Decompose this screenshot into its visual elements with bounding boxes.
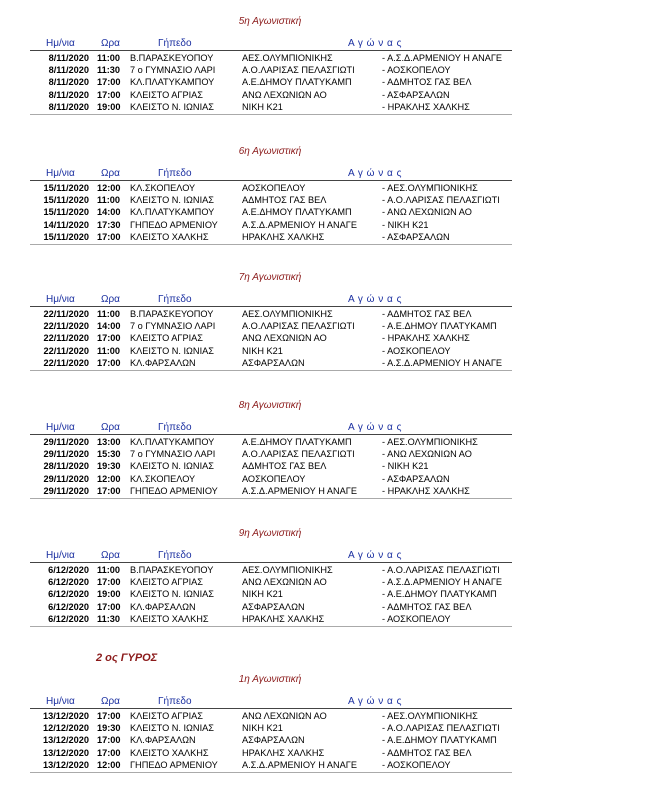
home-team: ΑΝΩ ΛΕΧΩΝΙΩΝ ΑΟ [242,711,327,721]
game-venue: ΚΛΕΙΣΤΟ ΧΑΛΚΗΣ [130,747,209,758]
game-time: 17:00 [97,333,121,344]
away-team: - ΑΣΦΑΡΣΑΛΩΝ [382,473,450,484]
game-venue: ΚΛΕΙΣΤΟ Ν. ΙΩΝΙΑΣ [130,461,214,472]
game-date: 22/11/2020 [43,321,89,332]
game-time: 17:00 [97,77,121,88]
game-row [0,448,645,460]
header-time: Ωρα [101,550,120,561]
game-list [0,564,645,625]
game-venue: ΚΛΕΙΣΤΟ Ν. ΙΩΝΙΑΣ [130,195,214,206]
away-team: - Α.Ε.ΔΗΜΟΥ ΠΛΑΤΥΚΑΜΠ [382,589,497,600]
header-divider [30,562,512,563]
home-team: ΗΡΑΚΛΗΣ ΧΑΛΚΗΣ [242,747,325,758]
header-games: Α γ ώ ν α ς [348,38,402,49]
away-team: - ΑΝΩ ΛΕΧΩΝΙΩΝ ΑΟ [382,207,472,218]
game-row [0,320,645,332]
away-team: - ΑΟΣΚΟΠΕΛΟΥ [382,613,451,624]
game-time: 17:00 [97,89,121,100]
game-date: 29/11/2020 [43,437,89,447]
game-row [0,722,645,734]
game-row [0,747,645,759]
round-title: 7η Αγωνιστική [238,272,302,283]
home-team: ΑΝΩ ΛΕΧΩΝΙΩΝ ΑΟ [242,333,327,344]
game-row [0,576,645,588]
game-row [0,460,645,472]
game-row [0,588,645,600]
game-row [0,76,645,88]
game-date: 29/11/2020 [43,449,89,460]
header-date: Ημ/νια [46,38,75,49]
game-row [0,759,645,771]
game-date: 22/11/2020 [43,309,89,319]
game-date: 6/12/2020 [48,613,89,624]
home-team: ΗΡΑΚΛΗΣ ΧΑΛΚΗΣ [242,613,325,624]
game-venue: ΚΛ.ΠΛΑΤΥΚΑΜΠΟΥ [130,207,215,218]
column-header-row [0,168,645,180]
game-date: 8/11/2020 [48,89,89,100]
game-venue: ΚΛ.ΣΚΟΠΕΛΟΥ [130,183,196,193]
game-venue: Β.ΠΑΡΑΣΚΕΥΟΠΟΥ [130,309,214,319]
section-bottom-divider [30,114,512,115]
game-list [0,308,645,369]
away-team: - ΝΙΚΗ Κ21 [382,219,429,230]
game-row [0,89,645,101]
away-team: - ΑΟΣΚΟΠΕΛΟΥ [382,65,451,76]
game-time: 17:00 [97,711,121,721]
game-venue: ΚΛ.ΠΛΑΤΥΚΑΜΠΟΥ [130,77,215,88]
game-venue: 7 ο ΓΥΜΝΑΣΙΟ ΛΑΡΙ [130,449,216,460]
game-row [0,357,645,369]
column-header-row [0,38,645,50]
round-title: 6η Αγωνιστική [238,146,302,157]
home-team: ΑΟΣΚΟΠΕΛΟΥ [242,183,306,193]
game-time: 11:00 [97,53,120,63]
game-venue: ΚΛ.ΠΛΑΤΥΚΑΜΠΟΥ [130,437,215,447]
game-list [0,436,645,497]
game-time: 13:00 [97,437,121,447]
game-venue: ΓΗΠΕΔΟ ΑΡΜΕΝΙΟΥ [130,759,218,770]
header-venue: Γήπεδο [158,422,192,433]
away-team: - ΗΡΑΚΛΗΣ ΧΑΛΚΗΣ [382,333,470,344]
header-time: Ωρα [101,294,120,305]
header-venue: Γήπεδο [158,294,192,305]
header-date: Ημ/νια [46,294,75,305]
home-team: Α.Ε.ΔΗΜΟΥ ΠΛΑΤΥΚΑΜΠ [242,207,352,218]
game-venue: ΚΛ.ΦΑΡΣΑΛΩΝ [130,357,196,368]
game-row [0,231,645,243]
game-date: 14/11/2020 [43,219,89,230]
away-team: - ΝΙΚΗ Κ21 [382,461,429,472]
column-header-row [0,696,645,708]
home-team: ΑΣΦΑΡΣΑΛΩΝ [242,357,305,368]
round-title: 1η Αγωνιστική [238,674,302,685]
second-round-phase-label: 2 ος ΓΥΡΟΣ [96,652,158,664]
header-date: Ημ/νια [46,550,75,561]
game-row [0,436,645,448]
away-team: - ΑΣΦΑΡΣΑΛΩΝ [382,231,450,242]
game-venue: ΚΛΕΙΣΤΟ ΑΓΡΙΑΣ [130,577,203,588]
game-time: 11:30 [97,613,120,624]
game-date: 13/12/2020 [43,759,89,770]
game-date: 22/11/2020 [43,357,89,368]
game-row [0,206,645,218]
header-venue: Γήπεδο [158,38,192,49]
game-row [0,601,645,613]
home-team: Α.Ο.ΛΑΡΙΣΑΣ ΠΕΛΑΣΓΙΩΤΙ [242,65,355,76]
away-team: - ΑΟΣΚΟΠΕΛΟΥ [382,759,451,770]
home-team: ΗΡΑΚΛΗΣ ΧΑΛΚΗΣ [242,231,325,242]
header-games: Α γ ώ ν α ς [348,696,402,707]
home-team: ΝΙΚΗ Κ21 [242,589,283,600]
home-team: Α.Ε.ΔΗΜΟΥ ΠΛΑΤΥΚΑΜΠ [242,77,352,88]
round-title: 9η Αγωνιστική [238,528,302,539]
away-team: - ΑΝΩ ΛΕΧΩΝΙΩΝ ΑΟ [382,449,472,460]
game-list [0,710,645,771]
home-team: Α.Ο.ΛΑΡΙΣΑΣ ΠΕΛΑΣΓΙΩΤΙ [242,449,355,460]
away-team: - ΑΣΦΑΡΣΑΛΩΝ [382,89,450,100]
header-divider [30,306,512,307]
game-time: 17:00 [97,485,121,496]
header-divider [30,180,512,181]
section-bottom-divider [30,626,512,627]
away-team: - Α.Ε.ΔΗΜΟΥ ΠΛΑΤΥΚΑΜΠ [382,735,497,746]
header-date: Ημ/νια [46,422,75,433]
home-team: ΝΙΚΗ Κ21 [242,345,283,356]
game-venue: ΓΗΠΕΔΟ ΑΡΜΕΝΙΟΥ [130,485,218,496]
game-row [0,52,645,64]
away-team: - ΑΔΜΗΤΟΣ ΓΑΣ ΒΕΛ [382,309,472,319]
game-row [0,710,645,722]
away-team: - ΑΔΜΗΤΟΣ ΓΑΣ ΒΕΛ [382,747,472,758]
game-venue: Β.ΠΑΡΑΣΚΕΥΟΠΟΥ [130,565,214,575]
game-venue: 7 ο ΓΥΜΝΑΣΙΟ ΛΑΡΙ [130,65,216,76]
game-row [0,734,645,746]
game-venue: ΚΛ.ΣΚΟΠΕΛΟΥ [130,473,196,484]
game-date: 6/12/2020 [48,565,89,575]
header-games: Α γ ώ ν α ς [348,550,402,561]
game-venue: ΚΛΕΙΣΤΟ ΑΓΡΙΑΣ [130,711,203,721]
game-date: 8/11/2020 [48,65,89,76]
round-title: 5η Αγωνιστική [238,16,302,27]
header-venue: Γήπεδο [158,696,192,707]
game-list [0,52,645,113]
game-time: 19:30 [97,723,121,734]
game-date: 6/12/2020 [48,601,89,612]
home-team: ΑΝΩ ΛΕΧΩΝΙΩΝ ΑΟ [242,577,327,588]
game-venue: ΚΛΕΙΣΤΟ ΧΑΛΚΗΣ [130,613,209,624]
game-venue: ΚΛΕΙΣΤΟ Ν. ΙΩΝΙΑΣ [130,101,214,112]
game-time: 17:30 [97,219,121,230]
game-date: 15/11/2020 [43,231,89,242]
header-venue: Γήπεδο [158,168,192,179]
header-games: Α γ ώ ν α ς [348,422,402,433]
game-date: 8/11/2020 [48,53,89,63]
home-team: ΑΔΜΗΤΟΣ ΓΑΣ ΒΕΛ [242,195,327,206]
game-time: 17:00 [97,577,121,588]
game-date: 13/12/2020 [43,735,89,746]
home-team: ΑΕΣ.ΟΛΥΜΠΙΟΝΙΚΗΣ [242,565,333,575]
section-bottom-divider [30,498,512,499]
game-time: 11:00 [97,565,120,575]
game-time: 17:00 [97,747,121,758]
game-row [0,219,645,231]
game-venue: ΚΛ.ΦΑΡΣΑΛΩΝ [130,735,196,746]
away-team: - ΑΟΣΚΟΠΕΛΟΥ [382,345,451,356]
game-venue: 7 ο ΓΥΜΝΑΣΙΟ ΛΑΡΙ [130,321,216,332]
game-time: 12:00 [97,473,121,484]
game-date: 8/11/2020 [48,101,89,112]
game-row [0,485,645,497]
game-time: 11:00 [97,195,120,206]
game-venue: ΚΛΕΙΣΤΟ Ν. ΙΩΝΙΑΣ [130,589,214,600]
game-time: 11:00 [97,345,120,356]
section-bottom-divider [30,772,512,773]
game-row [0,101,645,113]
home-team: ΝΙΚΗ Κ21 [242,101,283,112]
game-venue: ΚΛΕΙΣΤΟ Ν. ΙΩΝΙΑΣ [130,723,214,734]
game-date: 22/11/2020 [43,333,89,344]
home-team: Α.Σ.Δ.ΑΡΜΕΝΙΟΥ Η ΑΝΑΓΕ [242,485,357,496]
away-team: - Α.Ο.ΛΑΡΙΣΑΣ ΠΕΛΑΣΓΙΩΤΙ [382,195,500,206]
section-bottom-divider [30,370,512,371]
away-team: - Α.Σ.Δ.ΑΡΜΕΝΙΟΥ Η ΑΝΑΓΕ [382,53,503,63]
game-list [0,182,645,243]
home-team: ΑΕΣ.ΟΛΥΜΠΙΟΝΙΚΗΣ [242,309,333,319]
away-team: - ΑΕΣ.ΟΛΥΜΠΙΟΝΙΚΗΣ [382,183,478,193]
away-team: - Α.Σ.Δ.ΑΡΜΕΝΙΟΥ Η ΑΝΑΓΕ [382,357,503,368]
away-team: - Α.Ε.ΔΗΜΟΥ ΠΛΑΤΥΚΑΜΠ [382,321,497,332]
home-team: Α.Σ.Δ.ΑΡΜΕΝΙΟΥ Η ΑΝΑΓΕ [242,219,357,230]
game-date: 29/11/2020 [43,473,89,484]
away-team: - ΗΡΑΚΛΗΣ ΧΑΛΚΗΣ [382,485,470,496]
game-time: 12:00 [97,183,121,193]
home-team: Α.Ο.ΛΑΡΙΣΑΣ ΠΕΛΑΣΓΙΩΤΙ [242,321,355,332]
column-header-row [0,422,645,434]
game-date: 6/12/2020 [48,577,89,588]
game-date: 15/11/2020 [43,195,89,206]
game-time: 17:00 [97,231,121,242]
game-time: 12:00 [97,759,121,770]
header-venue: Γήπεδο [158,550,192,561]
header-time: Ωρα [101,422,120,433]
game-date: 6/12/2020 [48,589,89,600]
away-team: - ΑΕΣ.ΟΛΥΜΠΙΟΝΙΚΗΣ [382,711,478,721]
game-row [0,345,645,357]
game-time: 17:00 [97,357,121,368]
game-row [0,64,645,76]
game-row [0,182,645,194]
game-date: 15/11/2020 [43,207,89,218]
home-team: ΑΟΣΚΟΠΕΛΟΥ [242,473,306,484]
away-team: - Α.Σ.Δ.ΑΡΜΕΝΙΟΥ Η ΑΝΑΓΕ [382,577,503,588]
game-time: 11:00 [97,309,120,319]
home-team: ΑΔΜΗΤΟΣ ΓΑΣ ΒΕΛ [242,461,327,472]
game-time: 19:30 [97,461,121,472]
game-venue: ΚΛΕΙΣΤΟ ΑΓΡΙΑΣ [130,333,203,344]
away-team: - Α.Ο.ΛΑΡΙΣΑΣ ΠΕΛΑΣΓΙΩΤΙ [382,565,500,575]
game-date: 29/11/2020 [43,485,89,496]
game-row [0,564,645,576]
home-team: ΑΣΦΑΡΣΑΛΩΝ [242,601,305,612]
game-venue: ΚΛΕΙΣΤΟ Ν. ΙΩΝΙΑΣ [130,345,214,356]
game-time: 11:30 [97,65,120,76]
game-row [0,308,645,320]
game-venue: ΚΛ.ΦΑΡΣΑΛΩΝ [130,601,196,612]
header-date: Ημ/νια [46,168,75,179]
game-date: 12/12/2020 [43,723,89,734]
game-row [0,613,645,625]
game-date: 13/12/2020 [43,747,89,758]
home-team: Α.Σ.Δ.ΑΡΜΕΝΙΟΥ Η ΑΝΑΓΕ [242,759,357,770]
header-divider [30,708,512,709]
header-time: Ωρα [101,38,120,49]
game-time: 14:00 [97,207,121,218]
game-date: 15/11/2020 [43,183,89,193]
header-games: Α γ ώ ν α ς [348,168,402,179]
game-time: 17:00 [97,601,121,612]
game-time: 19:00 [97,101,121,112]
game-row [0,332,645,344]
game-time: 15:30 [97,449,121,460]
home-team: ΑΣΦΑΡΣΑΛΩΝ [242,735,305,746]
header-divider [30,50,512,51]
header-games: Α γ ώ ν α ς [348,294,402,305]
column-header-row [0,550,645,562]
home-team: ΑΝΩ ΛΕΧΩΝΙΩΝ ΑΟ [242,89,327,100]
game-venue: ΚΛΕΙΣΤΟ ΧΑΛΚΗΣ [130,231,209,242]
game-time: 19:00 [97,589,121,600]
away-team: - ΑΔΜΗΤΟΣ ΓΑΣ ΒΕΛ [382,601,472,612]
game-venue: ΓΗΠΕΔΟ ΑΡΜΕΝΙΟΥ [130,219,218,230]
header-date: Ημ/νια [46,696,75,707]
away-team: - ΑΔΜΗΤΟΣ ΓΑΣ ΒΕΛ [382,77,472,88]
round-title: 8η Αγωνιστική [238,400,302,411]
away-team: - ΑΕΣ.ΟΛΥΜΠΙΟΝΙΚΗΣ [382,437,478,447]
game-date: 13/12/2020 [43,711,89,721]
game-row [0,194,645,206]
game-time: 14:00 [97,321,121,332]
game-date: 8/11/2020 [48,77,89,88]
header-divider [30,434,512,435]
header-time: Ωρα [101,696,120,707]
away-team: - ΗΡΑΚΛΗΣ ΧΑΛΚΗΣ [382,101,470,112]
home-team: ΑΕΣ.ΟΛΥΜΠΙΟΝΙΚΗΣ [242,53,333,63]
column-header-row [0,294,645,306]
game-venue: Β.ΠΑΡΑΣΚΕΥΟΠΟΥ [130,53,214,63]
header-time: Ωρα [101,168,120,179]
home-team: ΝΙΚΗ Κ21 [242,723,283,734]
game-date: 28/11/2020 [43,461,89,472]
game-time: 17:00 [97,735,121,746]
game-venue: ΚΛΕΙΣΤΟ ΑΓΡΙΑΣ [130,89,203,100]
away-team: - Α.Ο.ΛΑΡΙΣΑΣ ΠΕΛΑΣΓΙΩΤΙ [382,723,500,734]
home-team: Α.Ε.ΔΗΜΟΥ ΠΛΑΤΥΚΑΜΠ [242,437,352,447]
section-bottom-divider [30,244,512,245]
game-date: 22/11/2020 [43,345,89,356]
game-row [0,473,645,485]
